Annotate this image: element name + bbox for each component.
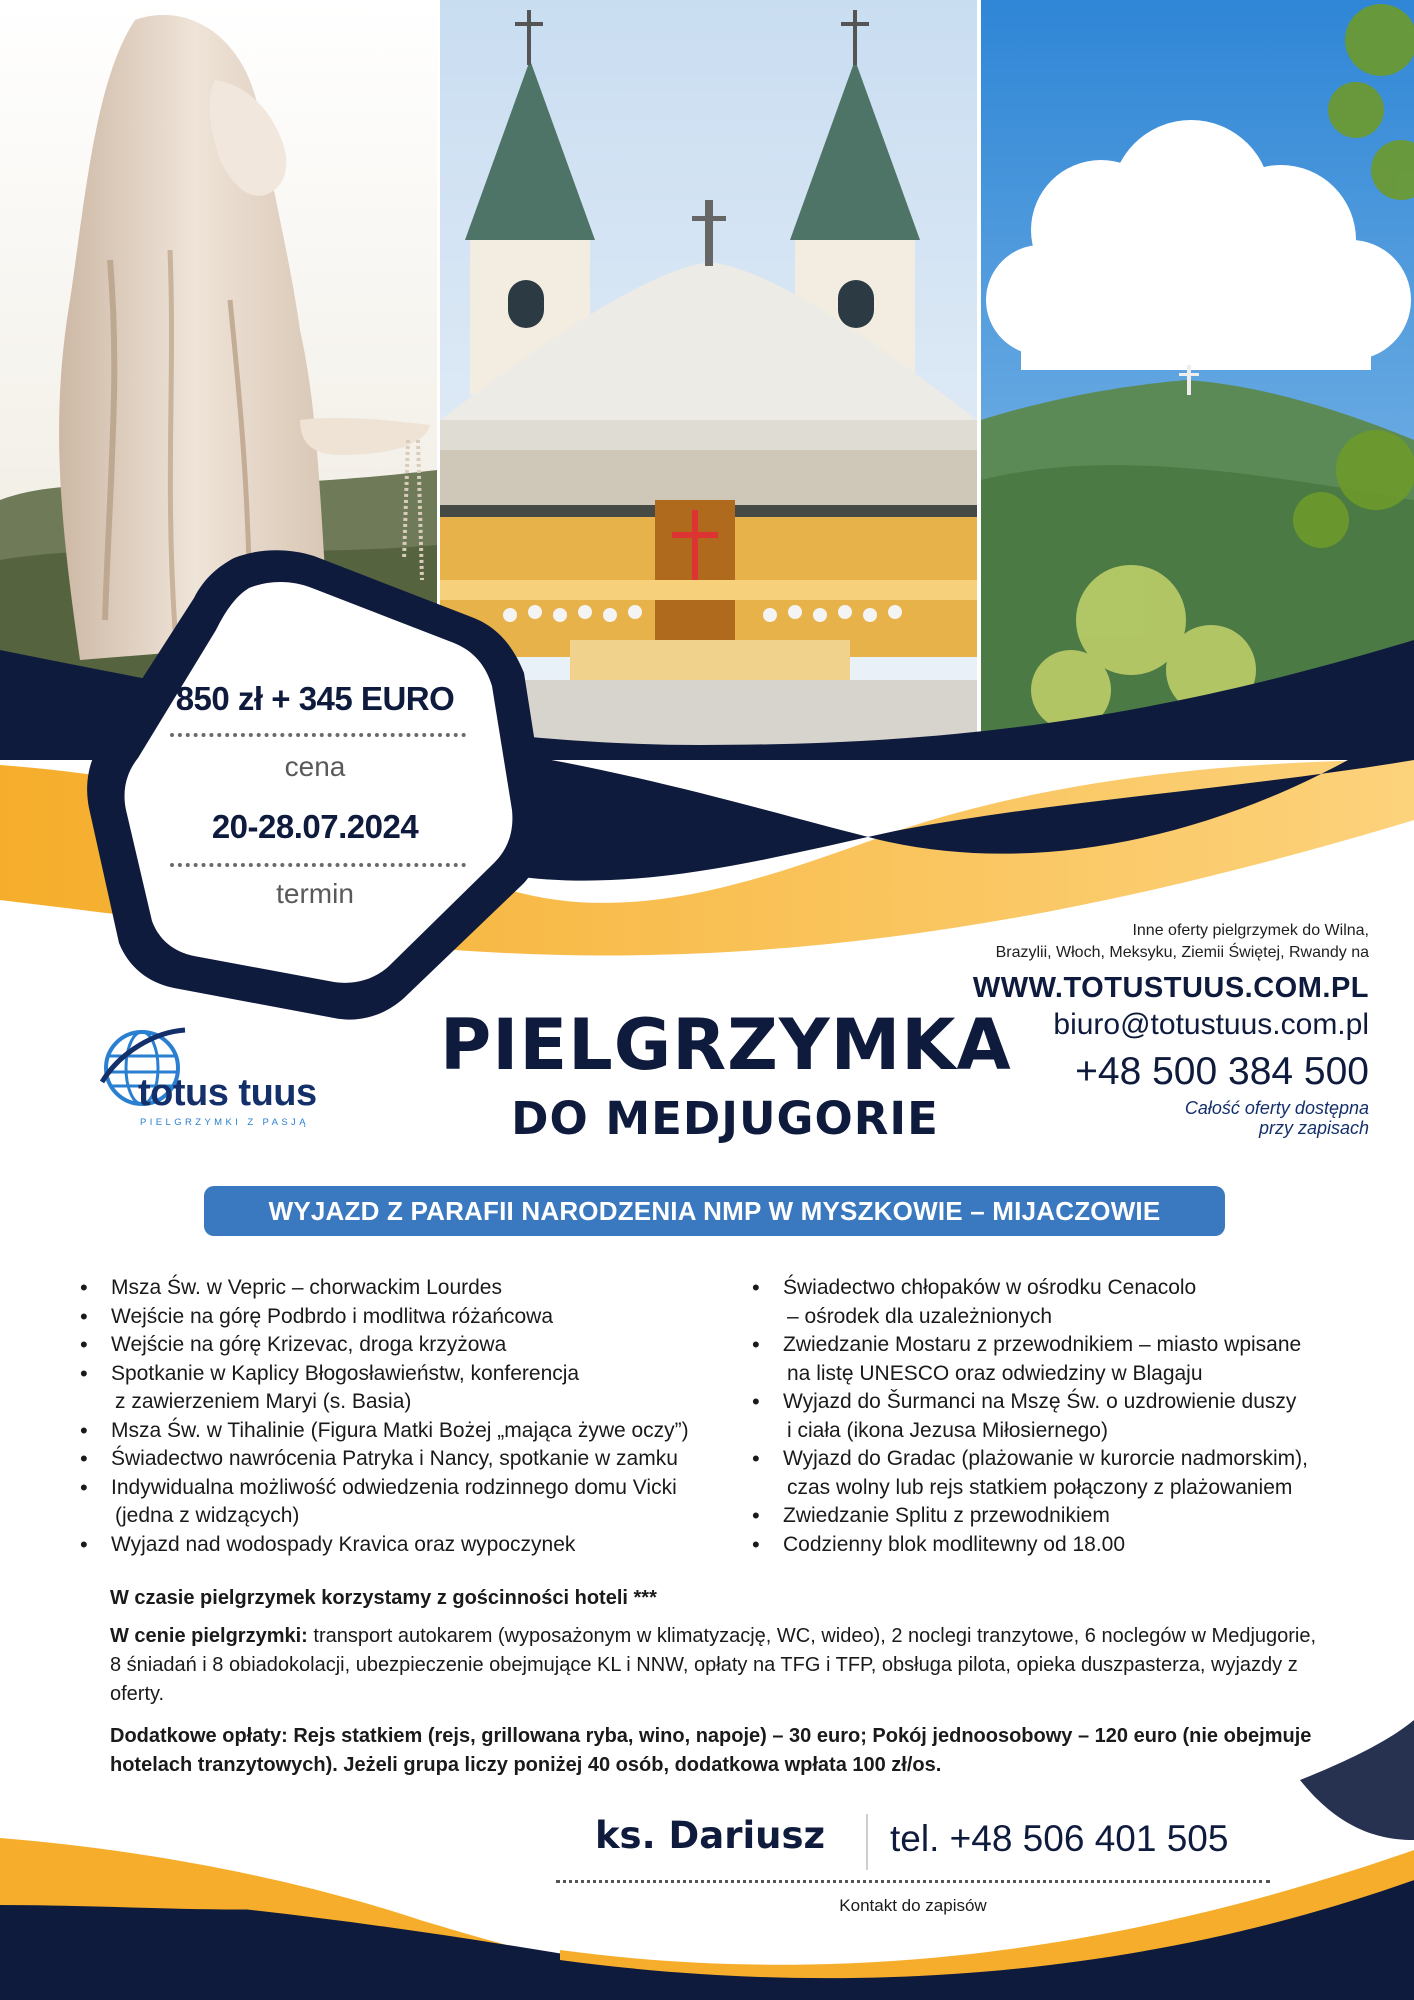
- program-item-line: (jedna z widzących): [115, 1504, 300, 1527]
- program-item-line: • Zwiedzanie Mostaru z przewodnikiem – miasto wpisane: [783, 1333, 1302, 1356]
- program-item: [80, 1360, 740, 1417]
- term-label: termin: [276, 878, 354, 909]
- program-item-line: • Wejście na górę Podbrdo i modlitwa różańcowa: [111, 1304, 554, 1328]
- term-value: 20-28.07.2024: [211, 808, 419, 845]
- other-offers-line: Inne oferty pielgrzymek do Wilna,: [1132, 922, 1369, 939]
- program-item: [752, 1502, 1372, 1531]
- other-offers-line: Brazylii, Włoch, Meksyku, Ziemii Świętej, Rwandy na: [995, 944, 1369, 961]
- page-subtitle: DO MEDJUGORIE: [511, 1092, 939, 1145]
- program-item-line: czas wolny lub rejs statkiem połączony z plażowaniem: [787, 1475, 1293, 1499]
- contact-person: ks. Dariusz: [594, 1814, 826, 1857]
- program-item-line: z zawierzeniem Maryi (s. Basia): [115, 1390, 412, 1413]
- program-item-line: • Msza Św. w Vepric – chorwackim Lourdes: [111, 1276, 502, 1299]
- program-item: [80, 1531, 740, 1560]
- contact-divider: [556, 1880, 1270, 1883]
- program-item: [752, 1274, 1372, 1331]
- price-includes-text: transport autokarem (wyposażonym w klimatyzację, WC, wideo), 2 noclegi tranzytowe, 6 noclegów w Medjugorie, 8 śniadań i 8 obiadokolacji, ubezpieczenie obejmujące KL i NNW, opłaty na TFG i TFP, obsługa pilota, opieka duszpasterza, wyjazdy z oferty.: [110, 1625, 1317, 1705]
- program-item: [80, 1331, 740, 1360]
- other-offers-text: [996, 920, 1369, 964]
- term-divider: [170, 863, 466, 867]
- program-item: [80, 1417, 740, 1446]
- offer-note: [1185, 1098, 1369, 1138]
- price-includes-label: W cenie pielgrzymki:: [110, 1625, 308, 1647]
- page-title: PIELGRZYMKA: [440, 1004, 1012, 1086]
- program-item: [752, 1445, 1372, 1502]
- program-item: [80, 1274, 740, 1303]
- program-item-line: • Indywidualna możliwość odwiedzenia rodzinnego domu Vicki: [111, 1475, 677, 1499]
- contact-phone[interactable]: tel. +48 506 401 505: [890, 1818, 1229, 1859]
- program-item-line: – ośrodek dla uzależnionych: [787, 1304, 1053, 1328]
- program-item: [752, 1531, 1372, 1560]
- parish-banner: WYJAZD Z PARAFII NARODZENIA NMP W MYSZKOWIE – MIJACZOWIE: [204, 1186, 1225, 1236]
- program-item-line: • Wyjazd do Gradac (plażowanie w kurorcie nadmorskim),: [783, 1447, 1308, 1470]
- program-item-line: • Msza Św. w Tihalinie (Figura Matki Bożej „mająca żywe oczy”): [111, 1418, 689, 1442]
- program-item-line: • Wyjazd do Šurmanci na Mszę Św. o uzdrowienie duszy: [783, 1390, 1297, 1413]
- program-item-line: • Zwiedzanie Splitu z przewodnikiem: [783, 1504, 1110, 1527]
- program-item-line: i ciała (ikona Jezusa Miłosiernego): [787, 1418, 1108, 1442]
- program-item-line: • Świadectwo nawrócenia Patryka i Nancy, spotkanie w zamku: [111, 1447, 678, 1470]
- program-item: [80, 1474, 740, 1531]
- price-value: 850 zł + 345 EURO: [175, 680, 455, 717]
- program-item-line: • Wejście na górę Krizevac, droga krzyżowa: [111, 1333, 507, 1356]
- program-item-line: na listę UNESCO oraz odwiedziny w Blagaju: [787, 1361, 1203, 1385]
- contact-separator: [866, 1814, 868, 1870]
- price-badge: [88, 548, 548, 1008]
- email-link[interactable]: biuro@totustuus.com.pl: [1053, 1008, 1369, 1041]
- totus-tuus-logo: [100, 1022, 340, 1132]
- price-includes: [110, 1622, 1330, 1709]
- program-list-right: [752, 1274, 1372, 1559]
- hexagon-shape: [84, 548, 564, 1028]
- offer-note-line: Całość oferty dostępna: [1184, 1098, 1369, 1118]
- program-list-left: [80, 1274, 740, 1559]
- logo-tagline: PIELGRZYMKI Z PASJĄ: [140, 1117, 309, 1128]
- office-phone[interactable]: +48 500 384 500: [1075, 1050, 1369, 1093]
- program-item-line: • Świadectwo chłopaków w ośrodku Cenacolo: [783, 1276, 1197, 1299]
- website-link[interactable]: WWW.TOTUSTUUS.COM.PL: [972, 972, 1369, 1004]
- program-item-line: • Codzienny blok modlitewny od 18.00: [783, 1532, 1126, 1556]
- program-item: [80, 1445, 740, 1474]
- contact-label: Kontakt do zapisów: [839, 1896, 987, 1915]
- program-item-line: • Wyjazd nad wodospady Kravica oraz wypoczynek: [111, 1532, 576, 1556]
- program-item-line: • Spotkanie w Kaplicy Błogosławieństw, konferencja: [111, 1361, 580, 1385]
- program-item: [80, 1303, 740, 1332]
- hotels-note: W czasie pielgrzymek korzystamy z gościnności hoteli ***: [110, 1587, 657, 1609]
- program-item: [752, 1331, 1372, 1388]
- price-label: cena: [284, 751, 346, 782]
- logo-name: totus tuus: [138, 1072, 317, 1114]
- price-divider: [170, 733, 466, 737]
- offer-note-line: przy zapisach: [1258, 1118, 1369, 1138]
- extra-fees: Dodatkowe opłaty: Rejs statkiem (rejs, grillowana ryba, wino, napoje) – 30 euro; Pokój jednoosobowy – 120 euro (nie obejmuje hotelach tranzytowych). Jeżeli grupa liczy poniżej 40 osób, dodatkowa wpłata 100 zł/os.: [110, 1725, 1312, 1776]
- program-item: [752, 1388, 1372, 1445]
